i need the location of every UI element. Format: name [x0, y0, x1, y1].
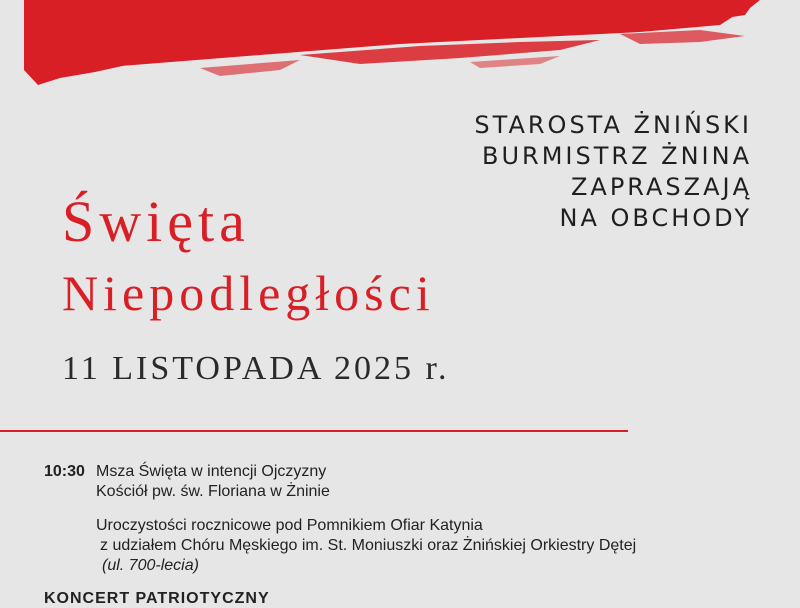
schedule-time: 10:30 [44, 463, 85, 480]
program-schedule [44, 462, 784, 576]
invite-line-zapraszaja: ZAPRASZAJĄ [570, 173, 752, 201]
mass-title: Msza Święta w intencji Ojczyzny [96, 463, 327, 480]
invite-line-burmistrz: BURMISTRZ ŻNINA [482, 142, 752, 170]
ceremony-title: Uroczystości rocznicowe pod Pomnikiem Ofiar Katynia [96, 517, 483, 534]
mass-location: Kościół pw. św. Floriana w Żninie [96, 483, 330, 500]
red-brush-stroke-decoration [0, 0, 800, 100]
event-date: 11 LISTOPADA 2025 r. [62, 350, 450, 387]
invite-line-obchody: NA OBCHODY [559, 204, 752, 232]
event-title-line2: Niepodległości [62, 265, 435, 321]
ceremony-participants: z udziałem Chóru Męskiego im. St. Moniuszki oraz Żnińskiej Orkiestry Dętej [100, 537, 637, 554]
schedule-item [44, 462, 784, 576]
invitation-block [474, 110, 752, 234]
schedule-description [96, 462, 636, 576]
ceremony-address: (ul. 700-lecia) [102, 557, 199, 574]
event-title-line1: Święta [62, 189, 250, 254]
cut-off-text: KONCERT PATRIOTYCZNY [44, 590, 270, 607]
red-divider [0, 430, 628, 432]
invite-line-starosta: STAROSTA ŻNIŃSKI [474, 111, 752, 139]
